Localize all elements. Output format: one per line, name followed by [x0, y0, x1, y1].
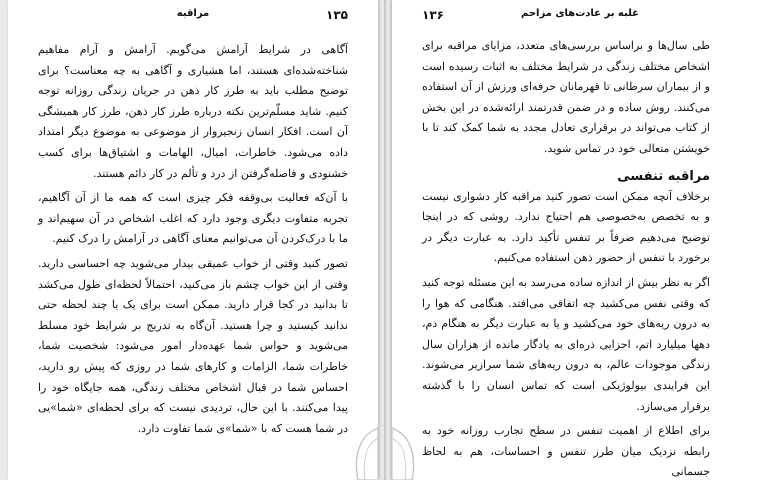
paragraph: اگر به نظر بیش از اندازه ساده می‌رسد به این مسئله توجه کنید که وقتی نفس می‌کشید چه اتفاقی می‌افتد. هنگامی که هوا را به درون ریه‌های خود می‌کشید و یا به عبارت دیگر به هنگام دم، دهها میلیارد اتم، اجزایی ذره‌ای به یادگار مانده از هزاران سال زندگی موجودات عالم، به درون ریه‌های شما سرازیر می‌شوند. این فرایندی بیولوژیکی است که تماس انسان را با گذشته برقرار می‌سازد.	[422, 275, 710, 413]
right-page-header	[392, 4, 768, 26]
paragraph: طی سال‌ها و براساس بررسی‌های متعدد، مزایای مراقبه برای اشخاص مختلف زندگی در شرایط مختلف به اثبات رسیده است و از بیماران سرطانی تا قهرمانان حرفه‌ای ورزش از آن استفاده می‌کنند. روش ساده و در ضمن قدرتمند ارائه‌شده در این بخش از کتاب می‌تواند در برقراری تعادل مجدد به شما کمک کند تا با خویشتن متعالی خود در تماس شوید.	[422, 39, 710, 155]
page-number: ۱۳۵	[326, 8, 348, 22]
page-number: ۱۳۶	[422, 8, 444, 22]
right-page	[392, 0, 768, 480]
running-head: مراقبه	[176, 8, 210, 19]
ornament-emblem-icon	[392, 420, 420, 480]
paragraph: آگاهی در شرایط آرامش می‌گویم. آرامش و آرام مفاهیم شناخته‌شده‌ای هستند، اما هشیاری و آگاهی به چه معناست؟ برای توضیح مطلب باید به طرز کار ذهن در جریان زندگی روزانه توجه کنیم. شاید مسلّم‌ترین نکته درباره طرز کار ذهن، طرز کار همیشگی آن است. افکار انسان زنجیروار از موضوعی به موضوع دیگر امتداد داده می‌شود. خاطرات، امیال، الهامات و اشتیاق‌ها برای کسب خشنودی و فاصله‌گرفتن از درد و تألم در کار دائم هستند.	[38, 43, 348, 180]
left-page-header	[8, 4, 378, 26]
paragraph: با آن‌که فعالیت بی‌وقفه فکر چیزی است که همه ما از آن آگاهیم، تجربه متفاوت دیگری وجود دارد که اغلب اشخاص در آن سهیم‌اند و ما با درک‌کردن آن می‌توانیم معنای آگاهی در آرامش را درک کنیم.	[38, 191, 348, 246]
paragraph: برای اطلاع از اهمیت تنفس در سطح تجارب روزانه خود به رابطه نزدیک میان طرز تنفس و احساسات، هم به لحاظ جسمانی	[422, 424, 710, 479]
paragraph: تصور کنید وقتی از خواب عمیقی بیدار می‌شوید چه احساسی دارید. وقتی از این خواب چشم باز می‌کنید، احتمالاً لحظه‌ای طول می‌کشد تا بدانید در کجا قرار دارید. ممکن است برای یک یا چند لحظه حتی ندانید کیستید و چرا هستید. آن‌گاه به تدریج بر شرایط خود مسلط می‌شوید و حواس شما عهده‌دار امور می‌شود: شخصیت شما، خاطرات شما، الزامات و کارهای شما در روزی که پیش رو دارید، احساس شما در قبال اشخاص مختلف زندگی، همه جایگاه خود را پیدا می‌کنند. با این حال، تردیدی نیست که برای لحظه‌ای «شما»یی در شما هست که با «شما»ی شما تفاوت دارد.	[38, 256, 348, 435]
running-head: غلبه بر عادت‌های مزاحم	[521, 8, 639, 19]
left-page	[8, 0, 378, 480]
left-page-body	[38, 40, 348, 439]
ornament-emblem-icon	[350, 420, 378, 480]
book-spine	[384, 0, 386, 480]
paragraph: برخلاف آنچه ممکن است تصور کنید مراقبه کار دشواری نیست و به تخصص به‌خصوصی هم احتیاج ندارد. روشی که در اینجا توضیح می‌دهیم صرفاً بر تنفس تأکید دارد. به عبارت دیگر در برخورد با تنفس از حضور ذهن استفاده می‌کنیم.	[422, 189, 710, 265]
section-heading: مراقبه تنفسی	[617, 168, 710, 184]
right-page-body	[422, 36, 710, 480]
